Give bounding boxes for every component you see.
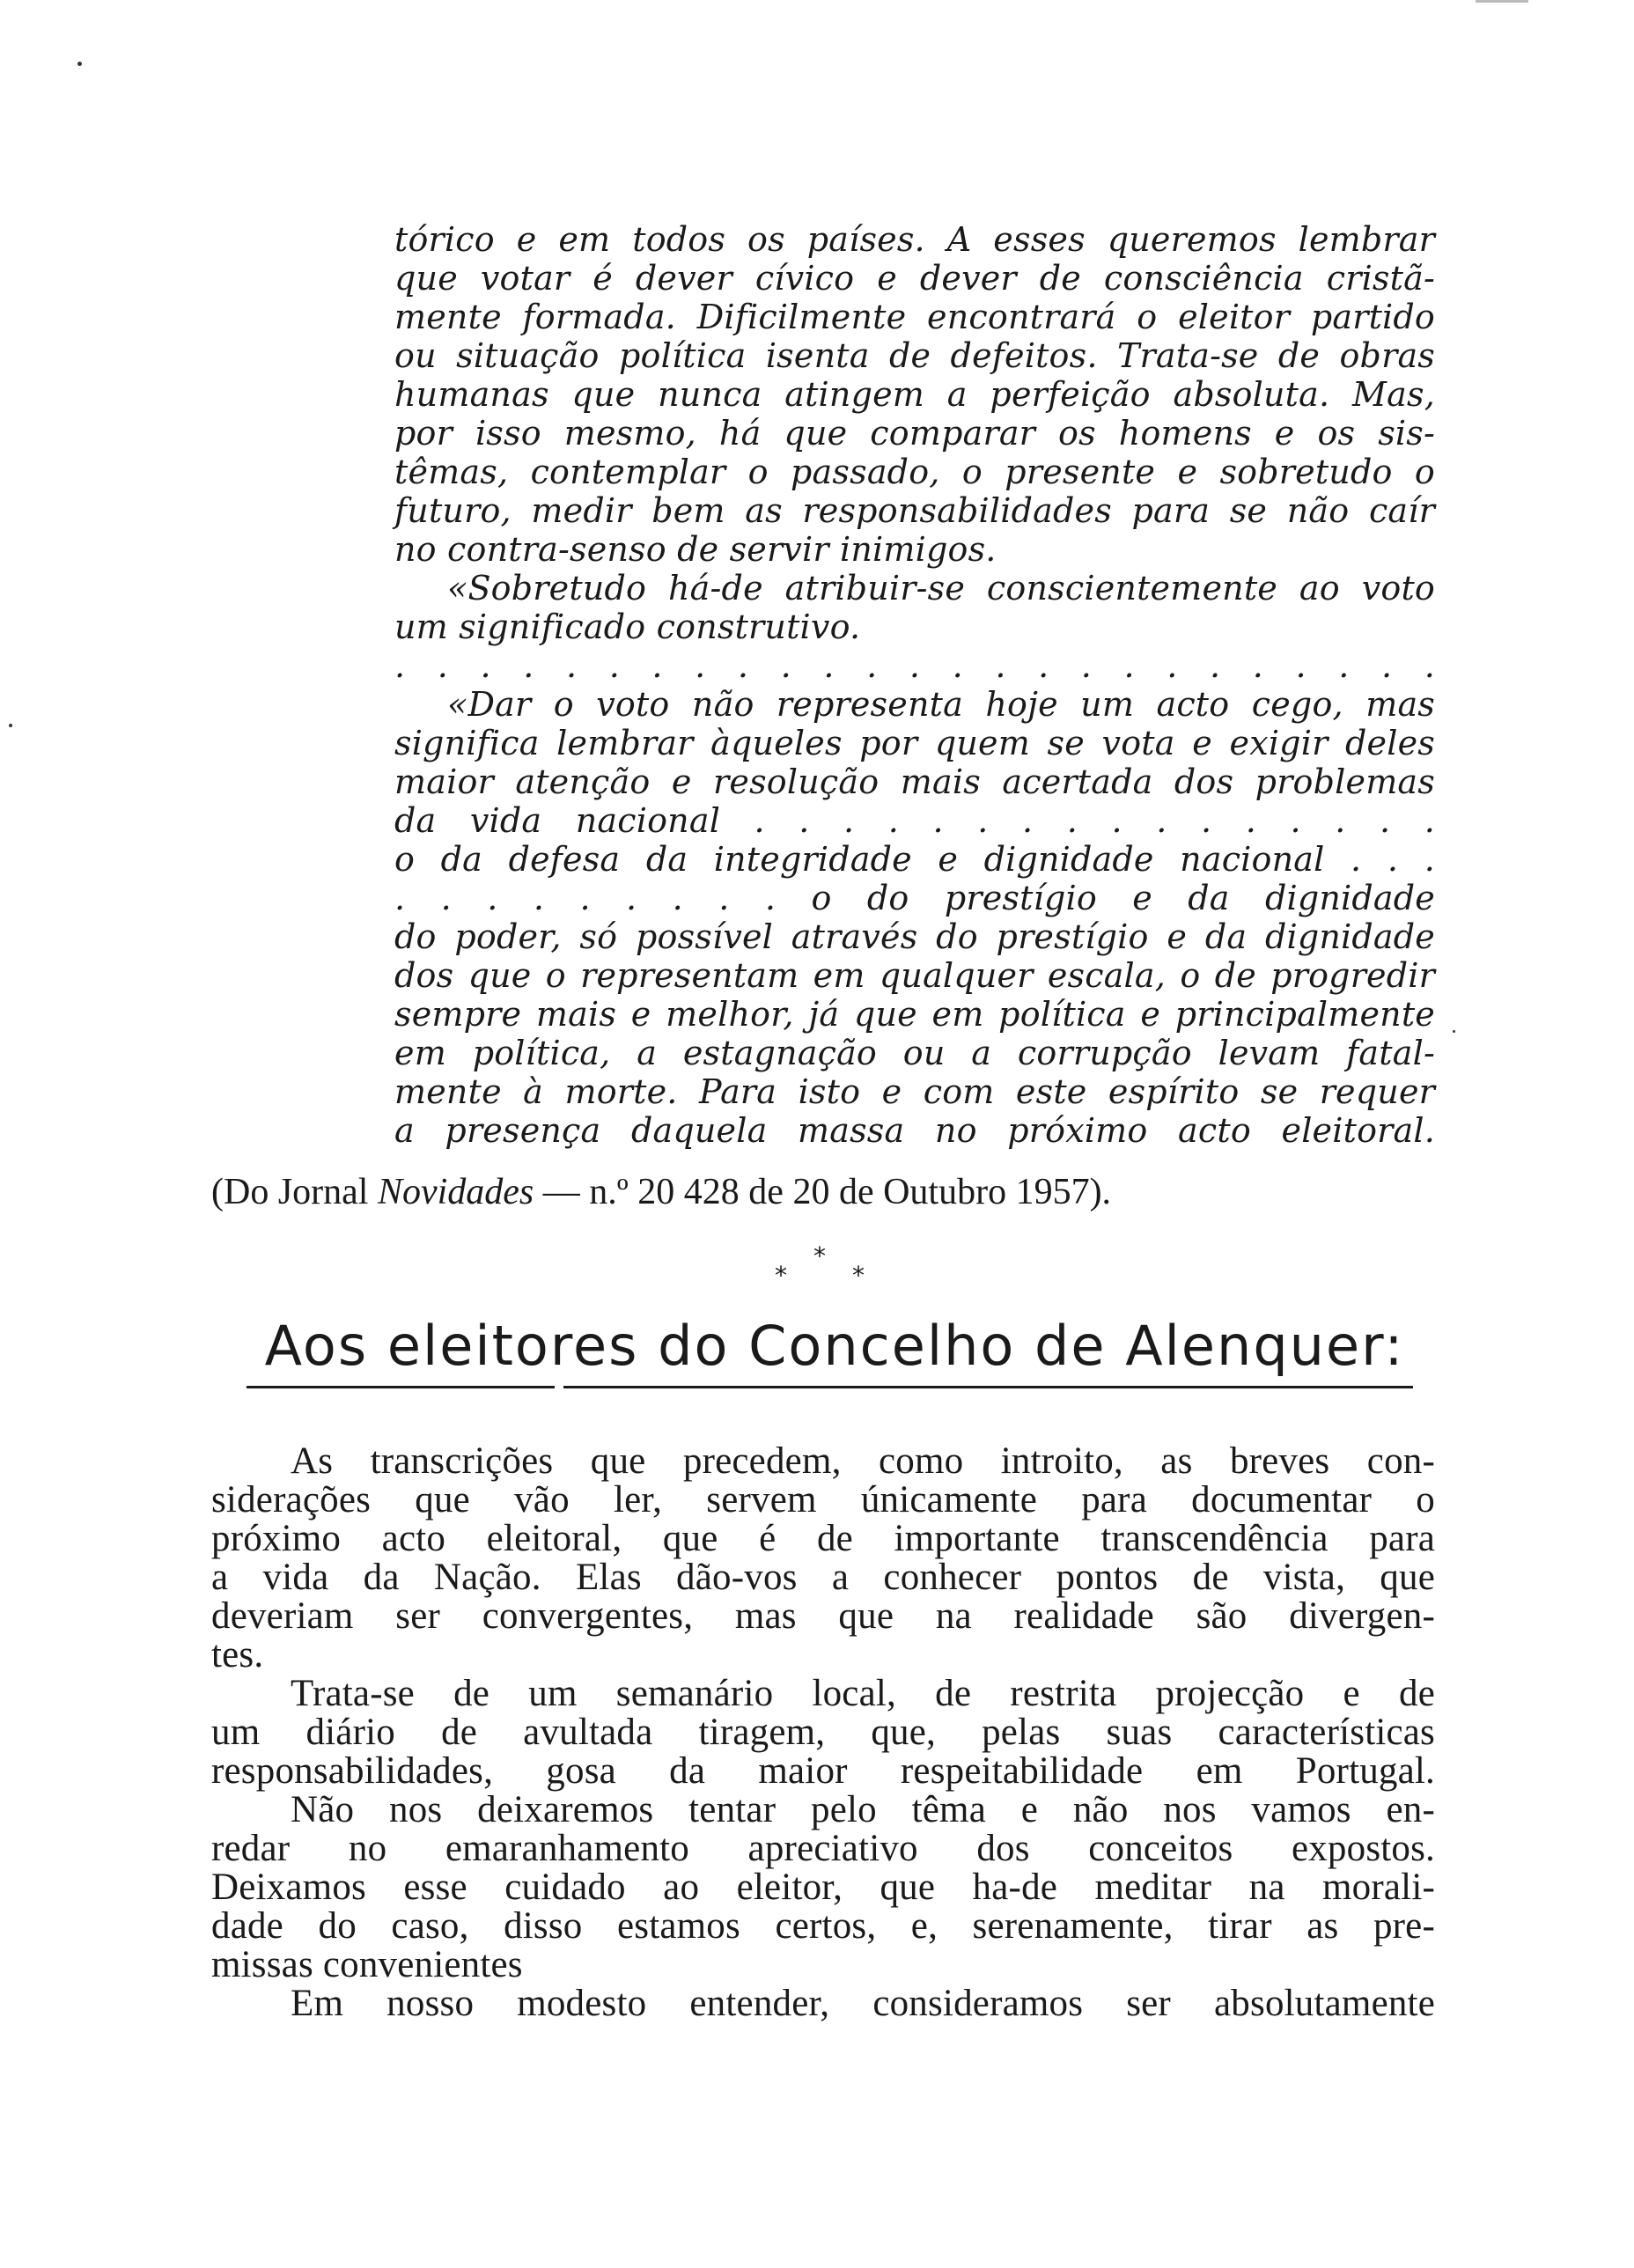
body-line: As transcrições que precedem, como introito, as breves con- [291,1440,1435,1482]
quote-line: «Sobretudo há-de atribuir-se conscientemente ao voto [447,569,1435,608]
quote-line: significa lembrar àqueles por quem se vota e exigir deles [394,724,1435,762]
heading-underline-right [563,1386,1413,1388]
asterism-star: * [852,1261,865,1290]
body-line: siderações que vão ler, servem únicamente para documentar o [211,1479,1435,1521]
quote-line: em política, a estagnação ou a corrupção levam fatal- [394,1034,1435,1072]
body-line: Deixamos esse cuidado ao eleitor, que ha-de meditar na morali- [211,1867,1435,1908]
quote-line: mente à morte. Para isto e com este espírito se requer [394,1072,1435,1111]
body-line: deveriam ser convergentes, mas que na realidade são divergen- [211,1595,1435,1637]
quote-line: o da defesa da integridade e dignidade nacional . . . [394,840,1435,879]
scan-edge-mark [1476,0,1528,3]
quote-line: . . . . . . . . . o do prestígio e da dignidade [394,879,1435,917]
body-line: redar no emaranhamento apreciativo dos conceitos expostos. [211,1828,1435,1869]
source-citation [211,1171,1111,1213]
body-line: responsabilidades, gosa da maior respeitabilidade em Portugal. [211,1750,1435,1792]
body-line: missas convenientes [211,1944,523,1985]
quote-line: maior atenção e resolução mais acertada dos problemas [394,762,1435,801]
quote-line: da vida nacional . . . . . . . . . . . . . . . . [394,801,1435,840]
quote-line: dos que o representam em qualquer escala, o de progredir [394,956,1435,995]
quote-line: ou situação política isenta de defeitos. Trata-se de obras [394,336,1435,375]
quote-line: sempre mais e melhor, já que em política e principalmente [394,995,1435,1034]
quote-line: do poder, só possível através do prestígio e da dignidade [394,917,1435,956]
quote-line: . . . . . . . . . . . . . . . . . . . . . . . . . [394,646,1435,685]
quote-line: a presença daquela massa no próximo acto eleitoral. [394,1111,1435,1150]
scan-speck [77,62,82,66]
body-line: um diário de avultada tiragem, que, pelas suas características [211,1712,1435,1753]
quote-line: «Dar o voto não representa hoje um acto cego, mas [447,685,1435,724]
source-open: (Do Jornal [211,1172,378,1212]
quote-line: tórico e em todos os países. A esses queremos lembrar [394,220,1435,259]
quote-line: um significado construtivo. [394,608,861,646]
asterism [757,1241,880,1294]
quote-line: mente formada. Dificilmente encontrará o eleitor partido [394,298,1435,336]
quote-line: humanas que nunca atingem a perfeição absoluta. Mas, [394,375,1435,414]
section-heading: Aos eleitores do Concelho de Alenquer: [264,1314,1405,1378]
body-line: Não nos deixaremos tentar pelo têma e não nos vamos en- [291,1789,1435,1830]
scan-speck [1453,1030,1455,1033]
body-line: dade do caso, disso estamos certos, e, serenamente, tirar as pre- [211,1905,1435,1947]
source-details: — n.º 20 428 de 20 de Outubro 1957). [534,1172,1112,1212]
heading-underline-left [247,1386,555,1388]
quote-line: futuro, medir bem as responsabilidades para se não caír [394,491,1435,530]
asterism-star: * [775,1261,787,1290]
publication-name: Novidades [377,1172,534,1212]
body-line: tes. [211,1634,264,1675]
quote-line: por isso mesmo, há que comparar os homens e os sis- [394,414,1435,453]
body-line: próximo acto eleitoral, que é de importante transcendência para [211,1518,1435,1559]
quote-line: têmas, contemplar o passado, o presente e sobretudo o [394,453,1435,491]
asterism-star: * [813,1241,826,1270]
body-line: a vida da Nação. Elas dão-vos a conhecer pontos de vista, que [211,1557,1435,1598]
body-line: Em nosso modesto entender, consideramos ser absolutamente [291,1983,1435,2024]
scan-speck [9,724,12,727]
quote-line: que votar é dever cívico e dever de consciência cristã- [394,259,1435,298]
quote-line: no contra-senso de servir inimigos. [394,530,997,569]
body-line: Trata-se de um semanário local, de restrita projecção e de [291,1673,1435,1714]
